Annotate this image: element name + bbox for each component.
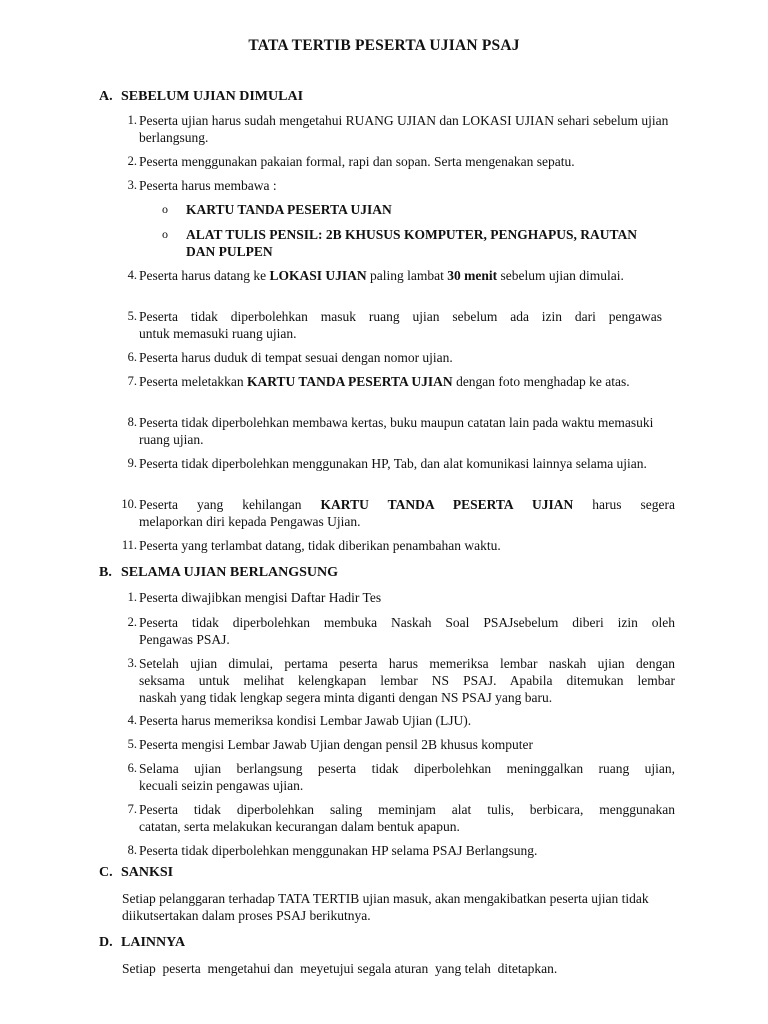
item-number: 11.: [121, 538, 137, 552]
item-number: 10.: [121, 497, 137, 511]
section-title: SELAMA UJIAN BERLANGSUNG: [121, 565, 339, 580]
item-text: Selama ujian berlangsung peserta tidak diperbolehkan meninggalkan ruang ujian, kecuali seizin pengawas ujian.: [139, 761, 675, 793]
bullet-text: KARTU TANDA PESERTA UJIAN: [186, 202, 392, 217]
section-letter: B.: [99, 565, 112, 580]
item-number: 1.: [127, 590, 137, 604]
bullet-mark: o: [162, 227, 168, 241]
item-text: Peserta tidak diperbolehkan menggunakan HP selama PSAJ Berlangsung.: [139, 843, 538, 858]
item-number: 4.: [127, 268, 137, 282]
sanksi-paragraph: Setiap pelanggaran terhadap TATA TERTIB ujian masuk, akan mengakibatkan peserta ujian tidak diikutsertakan dalam proses PSAJ berikutnya.: [122, 891, 649, 923]
bullet-mark: o: [162, 202, 168, 216]
item-number: 5.: [127, 309, 137, 323]
item-text: Peserta harus memeriksa kondisi Lembar Jawab Ujian (LJU).: [139, 713, 472, 728]
item-text: Peserta harus datang ke LOKASI UJIAN paling lambat 30 menit sebelum ujian dimulai.: [139, 268, 624, 283]
document-title: TATA TERTIB PESERTA UJIAN PSAJ: [248, 37, 520, 54]
item-number: 2.: [127, 615, 137, 629]
item-number: 3.: [127, 178, 137, 192]
item-text: Peserta yang kehilangan KARTU TANDA PESERTA UJIAN harus segera melaporkan diri kepada Pengawas Ujian.: [139, 497, 676, 529]
item-text: Peserta tidak diperbolehkan menggunakan HP, Tab, dan alat komunikasi lainnya selama ujian.: [139, 456, 647, 471]
item-number: 6.: [127, 350, 137, 364]
section-letter: A.: [99, 89, 113, 104]
item-text: Peserta tidak diperbolehkan saling meminjam alat tulis, berbicara, menggunakan catatan, serta melakukan kecurangan dalam bentuk apapun.: [139, 802, 675, 834]
item-number: 1.: [127, 113, 137, 127]
item-text: Peserta ujian harus sudah mengetahui RUANG UJIAN dan LOKASI UJIAN sehari sebelum ujian berlangsung.: [139, 113, 669, 145]
item-text: Peserta yang terlambat datang, tidak diberikan penambahan waktu.: [139, 538, 501, 553]
item-number: 6.: [127, 761, 137, 775]
item-text: Peserta harus membawa :: [139, 178, 277, 193]
section-letter: C.: [99, 865, 113, 880]
section-letter: D.: [99, 935, 113, 950]
item-text: Peserta meletakkan KARTU TANDA PESERTA UJIAN dengan foto menghadap ke atas.: [139, 374, 630, 389]
lainnya-paragraph: Setiap peserta mengetahui dan meyetujui segala aturan yang telah ditetapkan.: [122, 961, 558, 976]
item-text: Peserta tidak diperbolehkan masuk ruang ujian sebelum ada izin dari pengawas untuk memasuki ruang ujian.: [139, 309, 662, 341]
item-number: 2.: [127, 154, 137, 168]
item-number: 4.: [127, 713, 137, 727]
section-a-heading: [99, 89, 303, 105]
item-number: 3.: [127, 656, 137, 670]
item-text: Setelah ujian dimulai, pertama peserta harus memeriksa lembar naskah ujian dengan seksama untuk melihat kelengkapan lembar NS PSAJ. Apabila ditemukan lembar naskah yang tidak lengkap segera minta diganti dengan NS PSAJ yang baru.: [139, 656, 675, 705]
item-text: Peserta mengisi Lembar Jawab Ujian dengan pensil 2B khusus komputer: [139, 737, 534, 752]
item-number: 7.: [127, 802, 137, 816]
section-title: LAINNYA: [121, 935, 186, 950]
item-number: 5.: [127, 737, 137, 751]
item-text: Peserta harus duduk di tempat sesuai dengan nomor ujian.: [139, 350, 453, 365]
section-b-heading: [99, 565, 338, 581]
item-text: Peserta menggunakan pakaian formal, rapi dan sopan. Serta mengenakan sepatu.: [139, 154, 575, 169]
section-c-heading: [99, 865, 173, 881]
item-text: Peserta diwajibkan mengisi Daftar Hadir Tes: [139, 590, 382, 605]
item-number: 8.: [127, 843, 137, 857]
item-text: Peserta tidak diperbolehkan membuka Naskah Soal PSAJsebelum diberi izin oleh Pengawas PSAJ.: [139, 615, 675, 647]
section-title: SEBELUM UJIAN DIMULAI: [121, 89, 304, 104]
section-title: SANKSI: [121, 865, 174, 880]
item-number: 7.: [127, 374, 137, 388]
bullet-text: ALAT TULIS PENSIL: 2B KHUSUS KOMPUTER, PENGHAPUS, RAUTAN DAN PULPEN: [186, 227, 637, 259]
item-number: 8.: [127, 415, 137, 429]
item-number: 9.: [127, 456, 137, 470]
section-d-heading: [99, 935, 185, 951]
item-text: Peserta tidak diperbolehkan membawa kertas, buku maupun catatan lain pada waktu memasuki ruang ujian.: [139, 415, 654, 447]
